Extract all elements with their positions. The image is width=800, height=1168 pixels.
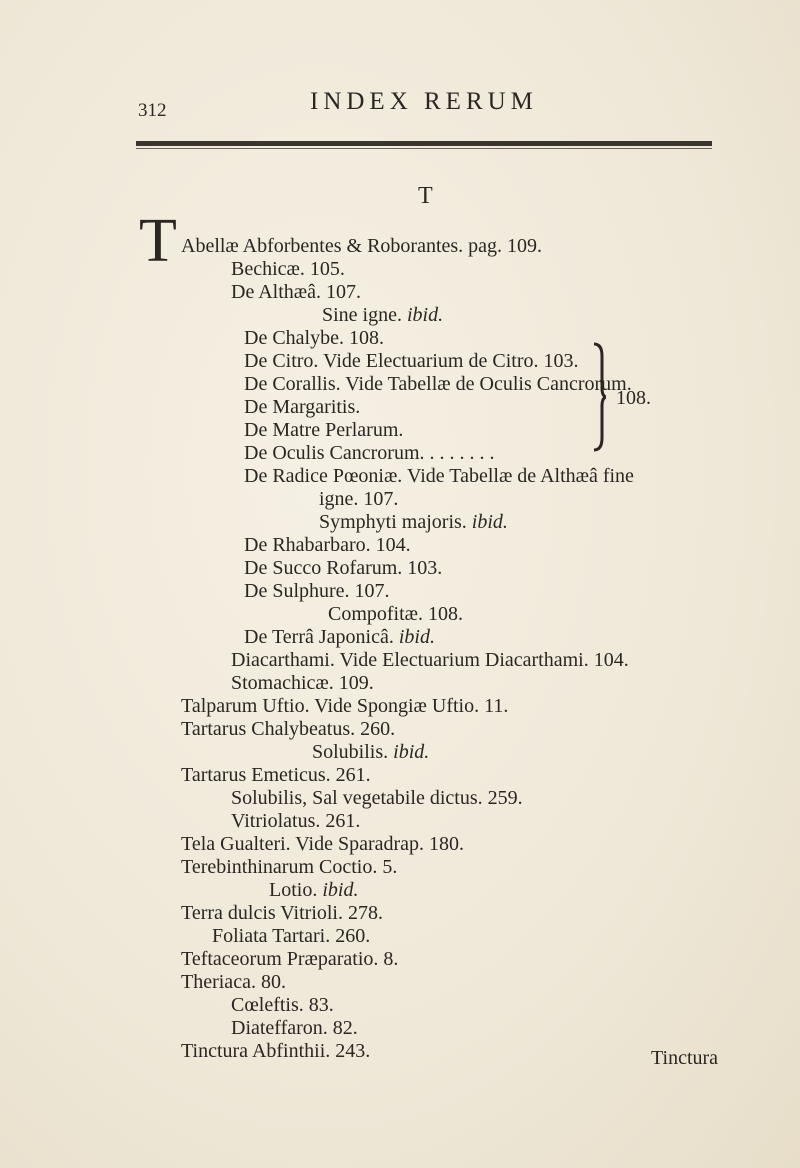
index-line: Vitriolatus. 261. (231, 810, 361, 832)
index-line: De Terrâ Japonicâ. ibid. (244, 626, 435, 648)
index-line: Teftaceorum Præparatio. 8. (181, 948, 399, 970)
index-line: Diacarthami. Vide Electuarium Diacarthami. 104. (231, 649, 629, 671)
header-rule (136, 141, 712, 146)
index-line: De Matre Perlarum. (244, 419, 404, 441)
header-rule-thin (136, 148, 712, 149)
index-line: Solubilis. ibid. (312, 741, 430, 763)
index-line: Theriaca. 80. (181, 971, 286, 993)
index-line: Abellæ Abforbentes & Roborantes. pag. 109. (181, 235, 543, 257)
index-line: Tinctura Abfinthii. 243. (181, 1040, 371, 1062)
index-line: De Chalybe. 108. (244, 327, 384, 349)
index-line: De Succo Rofarum. 103. (244, 557, 443, 579)
page-number: 312 (138, 100, 167, 121)
brace-reference: 108. (616, 387, 651, 409)
index-line: Talparum Uftio. Vide Spongiæ Uftio. 11. (181, 695, 509, 717)
index-line: Tartarus Chalybeatus. 260. (181, 718, 396, 740)
index-line: De Corallis. Vide Tabellæ de Oculis Cancrorum. (244, 373, 632, 395)
drop-cap: T (139, 207, 177, 275)
catchword: Tinctura (651, 1047, 719, 1069)
index-line: Symphyti majoris. ibid. (319, 511, 508, 533)
index-line: De Margaritis. (244, 396, 361, 418)
index-line: Foliata Tartari. 260. (212, 925, 371, 947)
index-line: Tela Gualteri. Vide Sparadrap. 180. (181, 833, 465, 855)
index-line: De Radice Pœoniæ. Vide Tabellæ de Althæâ fine (244, 465, 634, 487)
running-head: INDEX RERUM (310, 88, 538, 115)
index-line: De Citro. Vide Electuarium de Citro. 103. (244, 350, 579, 372)
grouping-brace (592, 342, 606, 452)
index-line: Compofitæ. 108. (328, 603, 464, 625)
index-line: Solubilis, Sal vegetabile dictus. 259. (231, 787, 523, 809)
index-line: Diateffaron. 82. (231, 1017, 358, 1039)
index-line: igne. 107. (319, 488, 399, 510)
index-line: Tartarus Emeticus. 261. (181, 764, 371, 786)
index-line: Terra dulcis Vitrioli. 278. (181, 902, 383, 924)
index-line: Cœleftis. 83. (231, 994, 334, 1016)
index-line: Stomachicæ. 109. (231, 672, 374, 694)
section-letter: T (418, 183, 433, 209)
index-line: Lotio. ibid. (269, 879, 359, 901)
index-line: De Sulphure. 107. (244, 580, 390, 602)
index-line: Sine igne. ibid. (322, 304, 444, 326)
index-line: De Althæâ. 107. (231, 281, 361, 303)
index-line: Terebinthinarum Coctio. 5. (181, 856, 398, 878)
index-line: De Oculis Cancrorum. . . . . . . . (244, 442, 495, 464)
index-line: Bechicæ. 105. (231, 258, 345, 280)
index-line: De Rhabarbaro. 104. (244, 534, 411, 556)
